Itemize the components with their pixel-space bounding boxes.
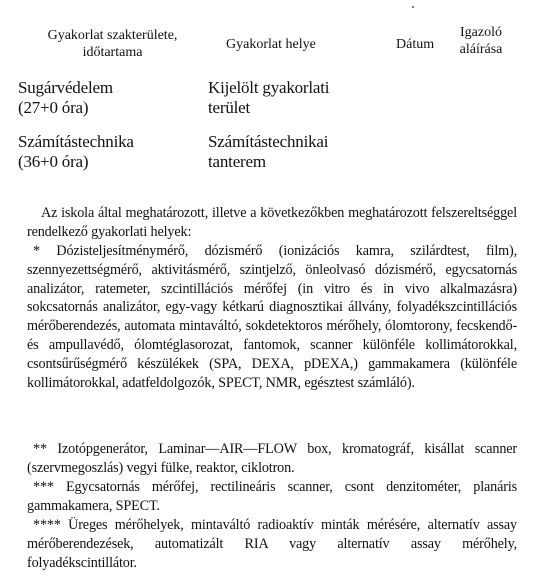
row-1-place-line1: Kijelölt gyakorlati (208, 78, 330, 97)
header-signature-line1: Igazoló (460, 25, 502, 40)
table-row-1-place (208, 78, 329, 118)
header-signature (450, 24, 512, 58)
row-2-place-line1: Számítástechnikai (208, 132, 329, 151)
equipment-list-1: * Dózisteljesítménymérő, dózismérő (ionizációs kamra, szilárdtest, film), szennyezettségmérő, aktivitásmérő, szintjelző, önleolvasó dózismérő, egycsatornás analizátor, ratemeter, szcintillációs mérőfej (in vitro és in vivo alkalmazásra) sokcsatornás analizátor, egy-vagy kétkarú diagnosztikai állvány, folyadékszcintillációs mérőberendezés, automata mintaváltó, sokdetektoros mérőhely, ólomtorony, fecskendő- és ampullavédő, ólomtéglasorozat, fantomok, scanner különféle kollimátorokkal, csontsűrűségmérő készülékek (SPA, DEXA, pDEXA,) gammakamera (különféle kollimátorokkal, adatfeldolgozók, SPECT, NMR, egésztest számláló). (27, 243, 517, 391)
row-1-place-line2: terület (208, 98, 251, 117)
equipment-list-2: ** Izotópgenerátor, Laminar—AIR—FLOW box, kromatográf, kisállat scanner (szervmegoszlás) vegyi fülke, reaktor, ciklotron. (27, 441, 517, 476)
intro-paragraph: Az iskola által meghatározott, illetve a következőkben meghatározott felszereltséggel rendelkező gyakorlati helyek: (27, 205, 517, 240)
header-practice-place: Gyakorlat helye (226, 37, 316, 52)
table-row-1-area (18, 78, 113, 118)
row-1-area-hours: (27+0 óra) (18, 98, 89, 117)
row-2-place-line2: tanterem (208, 152, 266, 171)
row-1-area-name: Sugárvédelem (18, 78, 113, 97)
row-2-area-hours: (36+0 óra) (18, 152, 89, 171)
equipment-list-3: *** Egycsatornás mérőfej, rectilineáris scanner, csont denzitométer, planáris gammakamera, SPECT. (27, 479, 517, 514)
table-row-2-place (208, 132, 328, 172)
header-practice-area-line2: időtartama (82, 45, 143, 60)
row-2-area-name: Számítástechnika (18, 132, 134, 151)
header-date: Dátum (396, 37, 435, 52)
header-signature-line2: aláírása (459, 42, 503, 57)
table-row-2-area (18, 132, 134, 172)
header-practice-area (20, 27, 205, 61)
equipment-list-4: **** Üreges mérőhelyek, mintaváltó radioaktív minták mérésére, alternatív assay mérőberendezések, automatizált RIA vagy alternatív assay mérőhely, folyadékscintillátor. (27, 517, 517, 571)
header-practice-area-line1: Gyakorlat szakterülete, (47, 28, 178, 43)
scan-speck (412, 6, 414, 8)
